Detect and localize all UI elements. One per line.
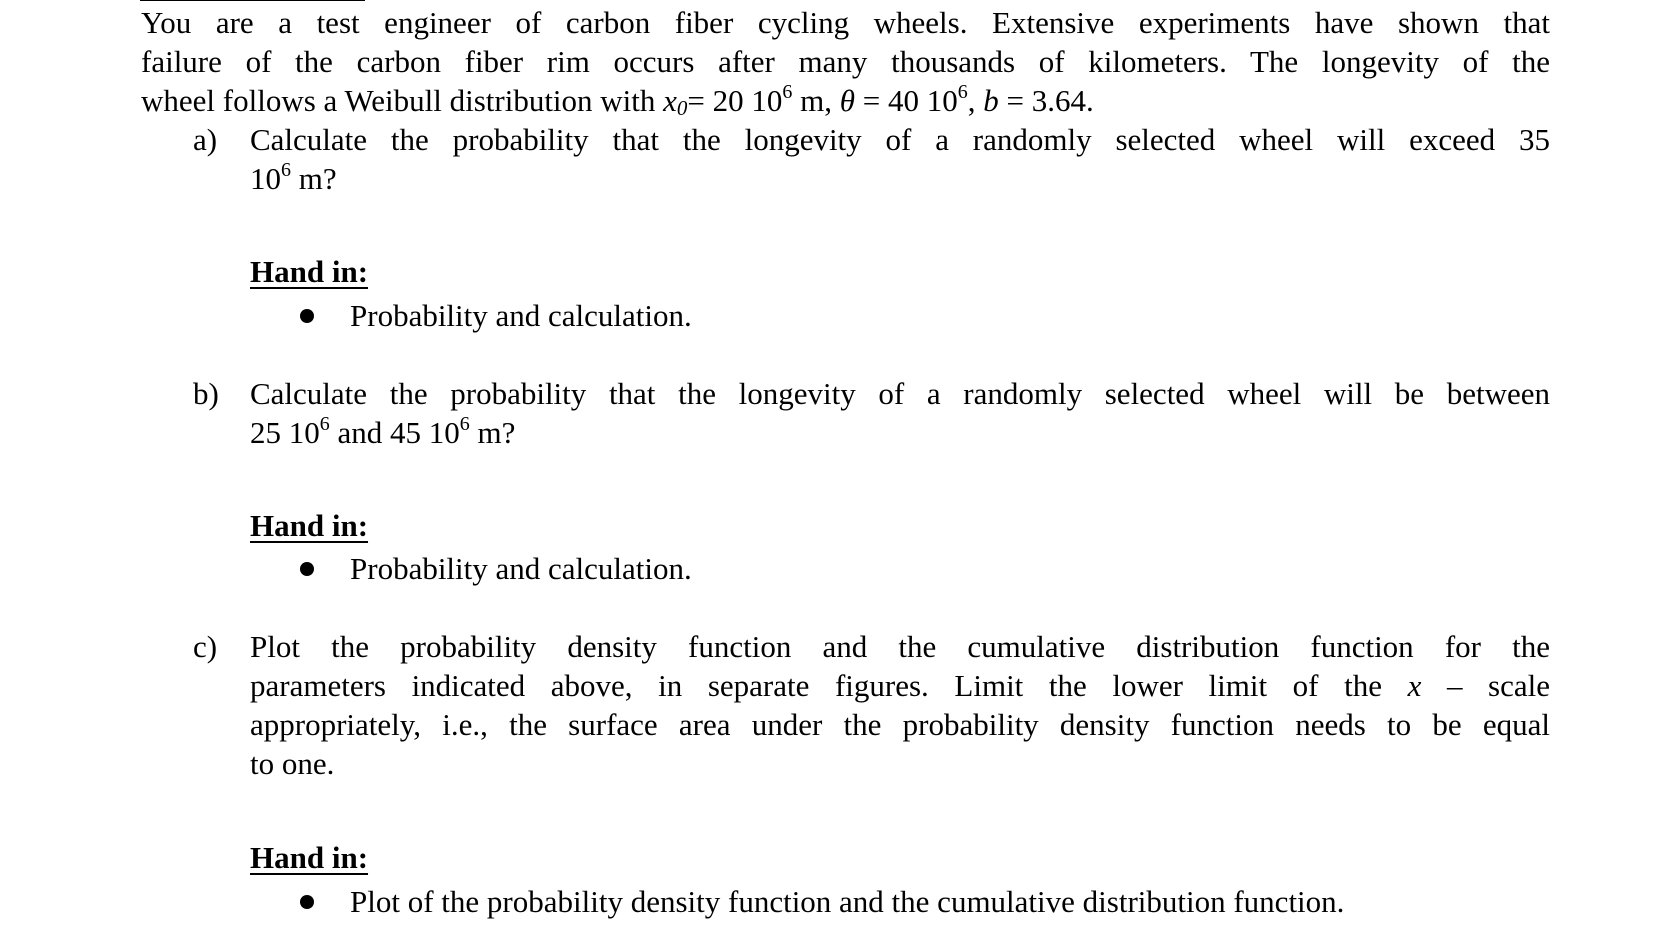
- question-a-text: [250, 120, 1550, 198]
- intro-paragraph: [141, 3, 1550, 120]
- question-a-line-1: Calculate the probability that the longevity of a randomly selected wheel will exceed 35: [250, 122, 1550, 157]
- hand-in-heading-a: Hand in:: [250, 254, 369, 289]
- question-c: [193, 627, 1550, 783]
- question-a-label: a): [193, 122, 218, 157]
- theta-symbol: θ: [839, 83, 856, 118]
- b-value: = 3.64.: [998, 83, 1094, 118]
- hand-in-item-b: [300, 549, 692, 588]
- hand-in-item-a-text: Probability and calculation.: [350, 298, 692, 333]
- x0-symbol: x: [663, 83, 677, 118]
- question-b-text: [250, 374, 1550, 452]
- x-variable: x: [1407, 668, 1422, 703]
- theta-value: = 40 10: [855, 83, 958, 118]
- hand-in-item-a: [300, 296, 692, 335]
- hand-in-heading-c: Hand in:: [250, 840, 369, 875]
- top-rule: [140, 0, 365, 1]
- intro-line-3: [141, 81, 1550, 120]
- intro-line-2: failure of the carbon fiber rim occurs after many thousands of kilometers. The longevity of the: [141, 44, 1550, 79]
- b-separator: ,: [967, 83, 984, 118]
- intro-line-1: You are a test engineer of carbon fiber cycling wheels. Extensive experiments have shown that: [141, 5, 1550, 40]
- question-c-line-2-end: – scale: [1421, 668, 1550, 703]
- question-c-line-2: [250, 666, 1550, 705]
- question-a: [193, 120, 1550, 198]
- x0-unit: m,: [792, 83, 840, 118]
- question-b-line-1: Calculate the probability that the longevity of a randomly selected wheel will be between: [250, 376, 1550, 411]
- question-c-line-2-text: parameters indicated above, in separate figures. Limit the lower limit of the: [250, 668, 1408, 703]
- hand-in-item-c: [300, 882, 1344, 921]
- question-b-unit: m?: [469, 415, 516, 450]
- question-a-unit: m?: [291, 161, 337, 196]
- theta-exponent: 6: [957, 81, 968, 103]
- x0-subscript: 0: [676, 96, 688, 120]
- question-b: [193, 374, 1550, 452]
- question-b-line-2-mid: and 45 10: [329, 415, 460, 450]
- question-c-label: c): [193, 629, 218, 664]
- question-b-line-2: [250, 413, 1550, 452]
- hand-in-item-c-text: Plot of the probability density function and the cumulative distribution function.: [350, 884, 1345, 919]
- question-b-exponent-2: 6: [459, 413, 470, 435]
- bullet-icon: [300, 895, 314, 909]
- bullet-icon: [300, 562, 314, 576]
- x0-value: = 20 10: [687, 83, 783, 118]
- question-b-line-2-base: 25 10: [250, 415, 320, 450]
- question-a-exponent: 6: [281, 159, 291, 181]
- question-a-line-2: [250, 159, 1550, 198]
- hand-in-heading-b: Hand in:: [250, 508, 369, 543]
- question-b-label: b): [193, 376, 219, 411]
- question-c-line-4: to one.: [250, 746, 335, 781]
- b-symbol: b: [983, 83, 999, 118]
- question-b-exponent-1: 6: [319, 413, 330, 435]
- question-a-line-2-base: 10: [250, 161, 281, 196]
- intro-line-3-text: wheel follows a Weibull distribution with: [141, 83, 664, 118]
- bullet-icon: [300, 309, 314, 323]
- question-c-line-3: appropriately, i.e., the surface area under the probability density function needs to be equal: [250, 707, 1550, 742]
- x0-exponent: 6: [782, 81, 793, 103]
- hand-in-item-b-text: Probability and calculation.: [350, 551, 692, 586]
- question-c-text: [250, 627, 1550, 783]
- question-c-line-1: Plot the probability density function and the cumulative distribution function for the: [250, 629, 1550, 664]
